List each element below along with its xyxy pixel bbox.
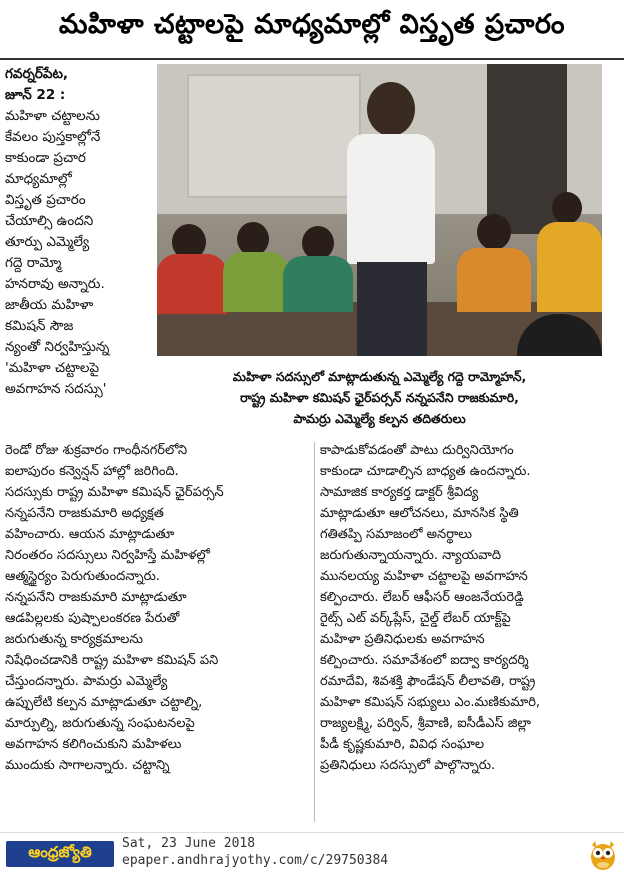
body-line: జాతీయ మహిళా <box>5 297 94 313</box>
body-line: 'మహిళా చట్టాలపై <box>5 360 100 376</box>
body-column-right <box>320 440 620 776</box>
body-line: గతితప్పి సమాజంలో అనర్థాలు <box>320 527 473 542</box>
body-line: ముందుకు సాగాలన్నారు. చట్టాన్ని <box>5 758 170 773</box>
body-line: చేయాల్సి ఉందని <box>5 213 94 229</box>
body-line: రాజ్యలక్ష్మి, పర్విన్, శ్రీవాణి, ఐసీడీఎస్ జిల్లా <box>320 716 532 731</box>
body-line: సదస్సుకు రాష్ట్ర మహిళా కమిషన్ ఛైర్‌పర్సన్ <box>5 485 224 500</box>
body-line: కల్పించారు. లేబర్ ఆఫీసర్ ఆంజనేయరెడ్డి <box>320 590 524 605</box>
body-line: మహిళా ప్రతినిధులకు అవగాహన <box>320 632 485 647</box>
body-line: నిరంతరం సదస్సులు నిర్వహిస్తే మహిళల్లో <box>5 548 210 563</box>
body-line: రమాదేవి, శివశక్తి ఫౌండేషన్ లీలావతి, రాష్ట్ర <box>320 674 536 689</box>
body-line: నన్నపనేని రాజకుమారి అధ్యక్షత <box>5 506 164 521</box>
body-line: హనరావు అన్నారు. <box>5 276 105 292</box>
headline-rule <box>0 58 624 60</box>
body-line: అవగాహన సదస్సు' <box>5 381 107 397</box>
newspaper-logo[interactable]: ఆంధ్రజ్యోతి <box>6 841 114 867</box>
body-line: కేవలం పుస్తకాల్లోనే <box>5 129 101 145</box>
caption-line: మహిళా సదస్సులో మాట్లాడుతున్న ఎమ్మెల్యే గద్దె రామ్మోహన్, <box>232 368 527 384</box>
body-line: గద్దె రామ్మో <box>5 255 62 271</box>
body-line: కాకుండా ప్రచార <box>5 150 86 166</box>
body-line: చేస్తుందన్నారు. పామర్రు ఎమ్మెల్యే <box>5 674 168 689</box>
epaper-link[interactable]: epaper.andhrajyothy.com/c/29750384 <box>122 853 389 868</box>
body-column-left <box>5 440 310 776</box>
body-line: న్యంతో నిర్వహిస్తున్న <box>5 339 110 355</box>
body-line: వహించారు. ఆయన మాట్లాడుతూ <box>5 527 175 542</box>
body-line: మహిళా కమిషన్ సభ్యులు ఎం.మణికుమారి, <box>320 695 541 710</box>
body-line: నన్నపనేని రాజకుమారి మాట్లాడుతూ <box>5 590 187 605</box>
dateline-date: జూన్ 22 : <box>5 87 66 103</box>
body-line: తూర్పు ఎమ్మెల్యే <box>5 234 90 250</box>
caption-line: పామర్రు ఎమ్మెల్యే కల్పన తదితరులు <box>293 410 466 426</box>
body-line: రైట్స్ ఎట్ వర్క్‌ప్లేస్, చైల్డ్ లేబర్ యాక్ట్‌పై <box>320 611 511 626</box>
body-line: జరుగుతున్న కార్యక్రమాలను <box>5 632 144 647</box>
body-line: ఉప్పులేటి కల్పన మాట్లాడుతూ చట్టాల్ని, <box>5 695 203 710</box>
body-line: మాట్లాడుతూ ఆలోచనలు, మానసిక స్థితి <box>320 506 519 521</box>
owl-mascot-icon <box>588 837 618 871</box>
body-line: ఆత్మస్థైర్యం పెరుగుతుందన్నారు. <box>5 569 160 584</box>
body-line: కల్పించారు. సమావేశంలో ఐద్వా కార్యదర్శి <box>320 653 529 668</box>
body-line: మునలయ్య మహిళా చట్టాలపై అవగాహన <box>320 569 528 584</box>
edition-date: Sat, 23 June 2018 <box>122 836 256 851</box>
body-line: ఆడపిల్లలకు పుష్పాలంకరణ పేరుతో <box>5 611 180 626</box>
body-line: మహిళా చట్టాలను <box>5 108 100 124</box>
body-line: అవగాహన కలిగించుకుని మహిళలు <box>5 737 182 752</box>
body-line: జరుగుతున్నాయన్నారు. న్యాయవాది <box>320 548 502 563</box>
body-line: పీడీ కృష్ణకుమారి, వివిధ సంఘాల <box>320 737 485 752</box>
body-line: కాపాడుకోవడంతో పాటు దుర్వినియోగం <box>320 443 514 458</box>
body-line: నిషేధించడానికి రాష్ట్ర మహిళా కమిషన్ పని <box>5 653 219 668</box>
photo-caption <box>157 356 602 438</box>
epaper-footer <box>0 832 624 875</box>
dateline-place: గవర్నర్‌పేట, <box>5 66 69 82</box>
body-line: ఐలాపురం కన్వెన్షన్ హాల్లో జరిగింది. <box>5 464 179 479</box>
body-line: మార్పుల్ని, జరుగుతున్న సంఘటనలపై <box>5 716 195 731</box>
intro-column <box>5 64 152 400</box>
body-line: సామాజిక కార్యకర్త డాక్టర్ శ్రీవిద్య <box>320 485 479 500</box>
column-divider <box>314 442 315 822</box>
caption-line: రాష్ట్ర మహిళా కమిషన్ ఛైర్‌పర్సన్ నన్నపనేని రాజకుమారి, <box>240 389 519 405</box>
body-line: మాధ్యమాల్లో <box>5 171 72 187</box>
body-line: కమిషన్ సౌజ <box>5 318 74 334</box>
body-line: ప్రతినిధులు సదస్సులో పాల్గొన్నారు. <box>320 758 496 773</box>
body-line: రెండో రోజు శుక్రవారం గాంధీనగర్‌లోని <box>5 443 188 458</box>
event-photo <box>157 64 602 356</box>
body-line: విస్తృత ప్రచారం <box>5 192 86 208</box>
body-line: కాకుండా చూడాల్సిన బాధ్యత ఉందన్నారు. <box>320 464 531 479</box>
article-headline: మహిళా చట్టాలపై మాధ్యమాల్లో విస్తృత ప్రచారం <box>58 9 566 40</box>
